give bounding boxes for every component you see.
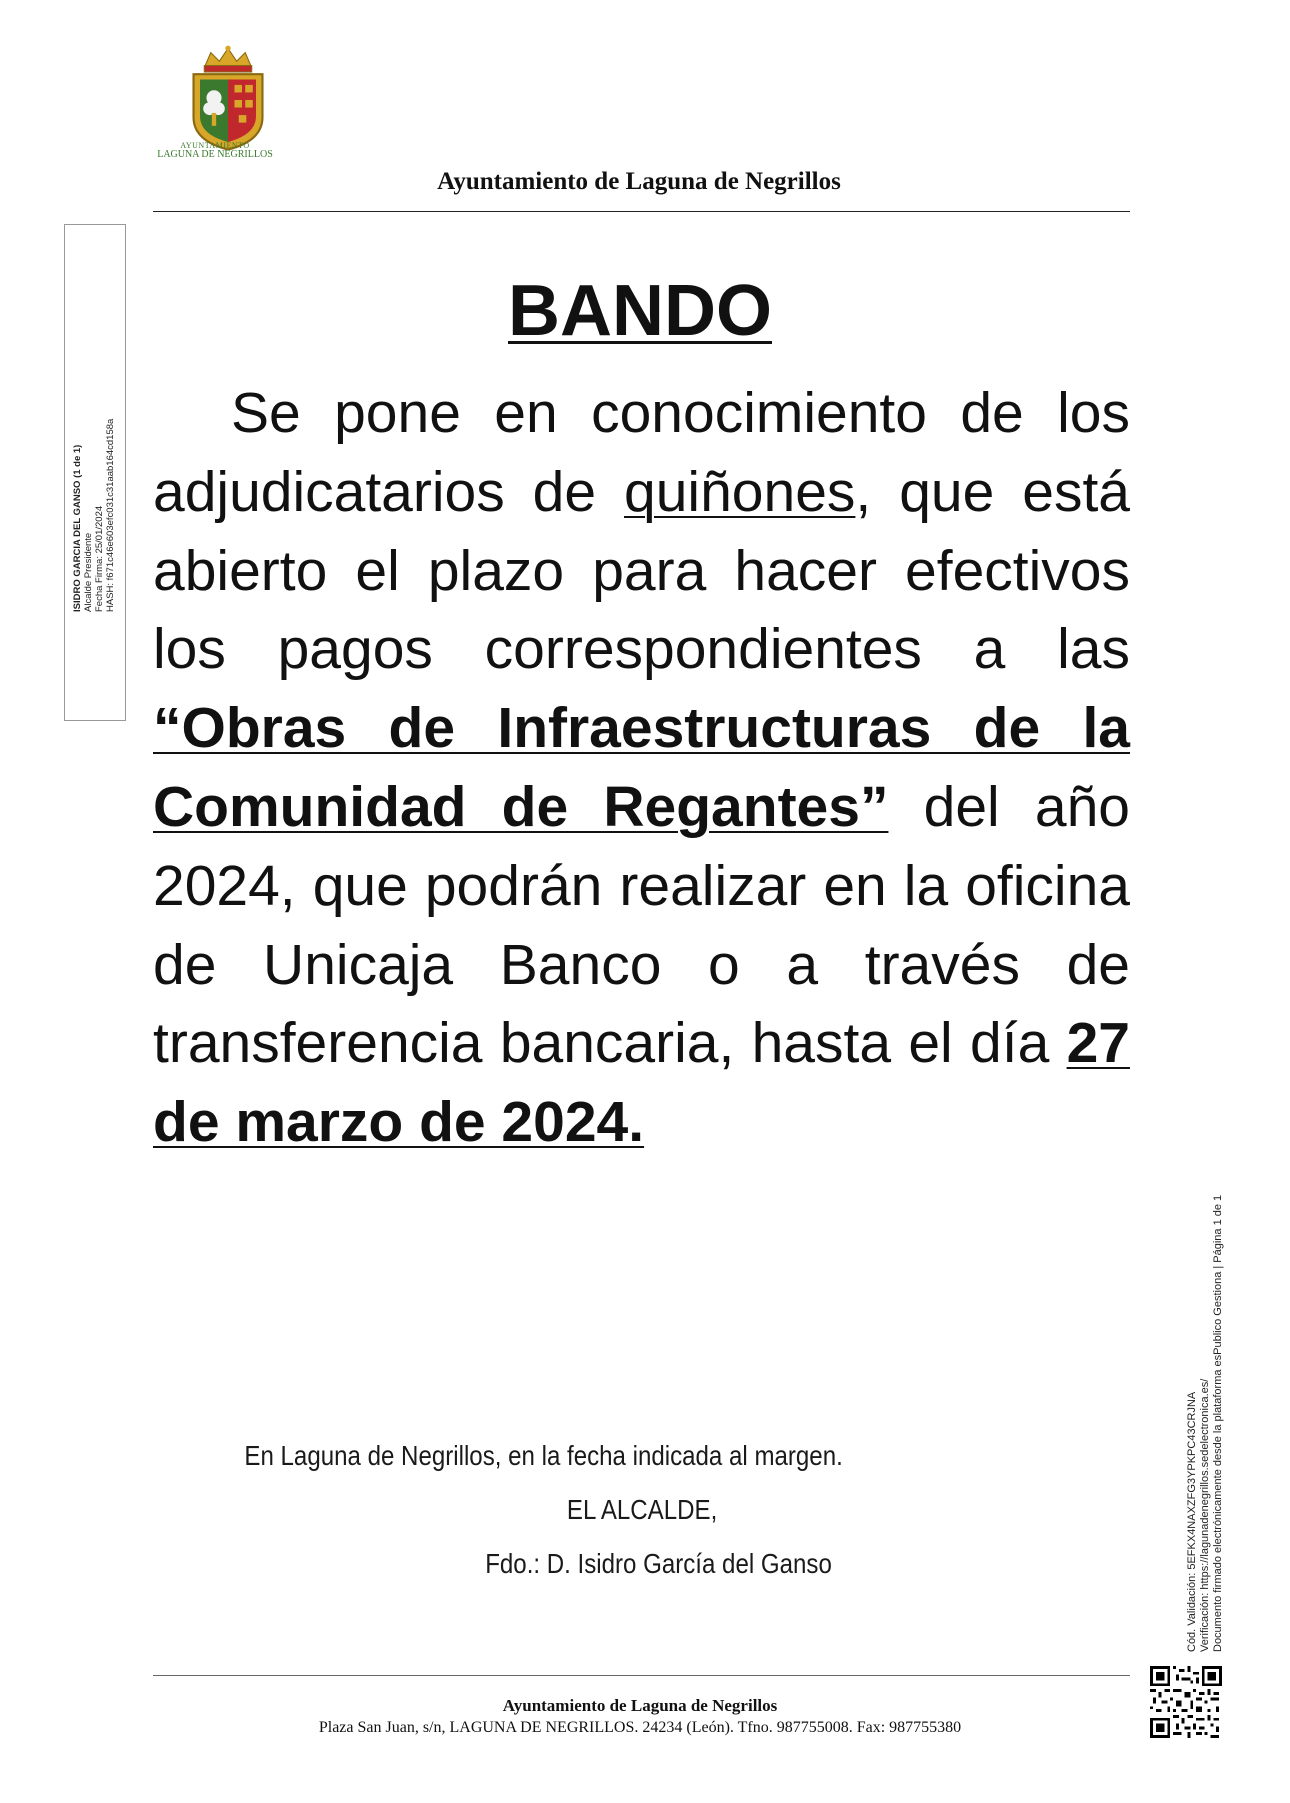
qr-code — [1150, 1666, 1222, 1738]
validation-url: Verificación: https://lagunadenegrillos.sedelectronica.es/ — [1199, 1378, 1211, 1652]
document-title: BANDO — [508, 271, 772, 351]
coat-caption-small: AYUNTAMIENTO — [180, 141, 250, 150]
signature-role: Alcalde Presidente — [83, 532, 94, 612]
document-body — [153, 374, 1130, 1162]
signature-name: ISIDRO GARCIA DEL GANSO (1 de 1) — [72, 444, 83, 612]
closing-position: EL ALCALDE, — [566, 1494, 718, 1525]
closing-place-date: En Laguna de Negrillos, en la fecha indicada al margen. — [244, 1440, 843, 1471]
coat-of-arms-logo — [174, 44, 282, 156]
validation-code: Cód. Validación: 5EFKX4NAXZFG3YPKPC43CRJNA — [1186, 1391, 1198, 1652]
body-text-part-3: del año 2024, que podrán realizar en la oficina de Unicaja Banco o a través de transferencia bancaria, hasta el día — [153, 774, 1130, 1076]
body-highlight-deadline: 27 de marzo de 2024. — [153, 1011, 1130, 1155]
coat-caption-name: LAGUNA DE NEGRILLOS — [157, 149, 273, 160]
footer-address: Plaza San Juan, s/n, LAGUNA DE NEGRILLOS. 24234 (León). Tfno. 987755008. Fax: 987755380 — [318, 1719, 962, 1736]
body-underlined-quinones: quiñones — [624, 459, 856, 524]
signature-details — [72, 332, 116, 612]
footer-organization: Ayuntamiento de Laguna de Negrillos — [502, 1696, 778, 1715]
header-organization: Ayuntamiento de Laguna de Negrillos — [437, 168, 841, 195]
signature-date: Fecha Firma: 25/01/2024 — [94, 505, 105, 612]
footer-divider — [153, 1675, 1130, 1676]
closing-signed-by: Fdo.: D. Isidro García del Ganso — [485, 1548, 832, 1579]
body-highlight-obras: “Obras de Infraestructuras de la Comunidad de Regantes” — [153, 696, 1130, 839]
validation-details — [1186, 1092, 1225, 1652]
signature-hash: HASH: f671c46e603efc031c31aab164cd158a — [105, 418, 116, 612]
coat-caption — [150, 142, 280, 160]
validation-platform: Documento firmado electrónicamente desde la plataforma esPublico Gestiona | Página 1 de 1 — [1212, 1194, 1224, 1652]
header-divider — [153, 211, 1130, 212]
body-text-part-2: , que está abierto el plazo para hacer efectivos los pagos correspondientes a las — [153, 459, 1130, 682]
body-text-part-1: Se pone en conocimiento de los adjudicatarios de — [153, 381, 1130, 524]
